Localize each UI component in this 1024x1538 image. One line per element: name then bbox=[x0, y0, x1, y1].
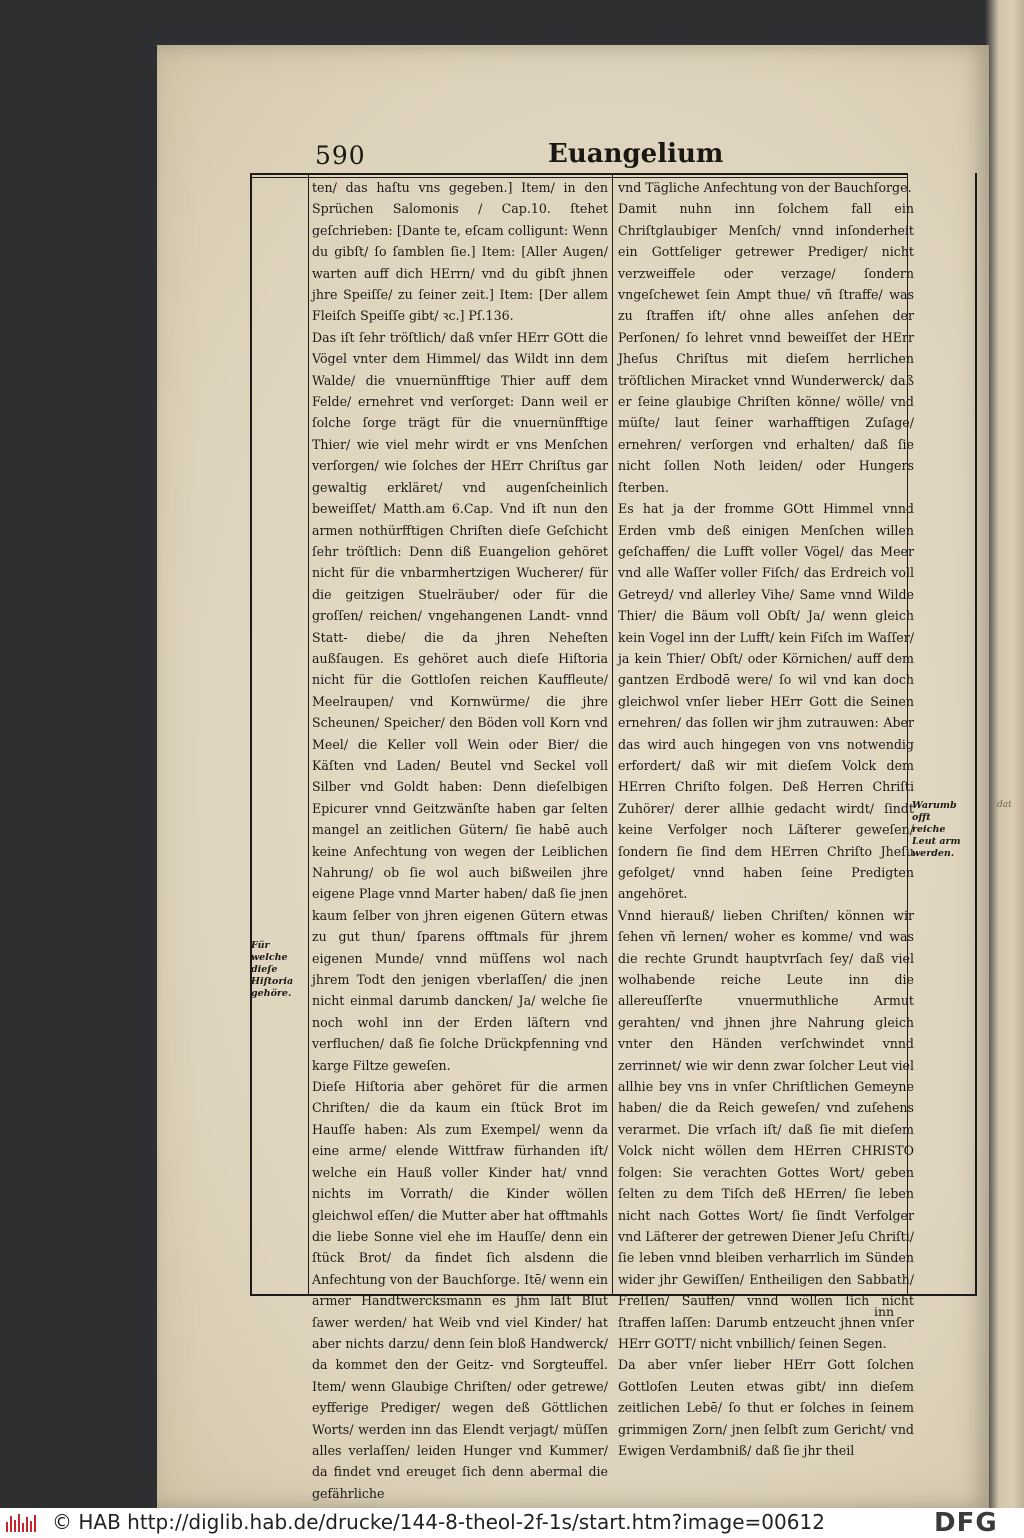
outer-left-rule bbox=[250, 173, 252, 1295]
margin-note-left: Für welche dieſe Hiſtoria gehöre. bbox=[251, 940, 294, 999]
column-divider-rule bbox=[612, 173, 613, 1295]
paragraph: Es hat ja der fromme GOtt Himmel vnnd Erden vmb deß einigen Menſchen willen geſchaffen/ die Lufft voller Vögel/ das Meer vnd alle Waſſer voller Fiſch/ das Erdreich voll Getreyd/ vnd allerley Vihe/ Same vnnd Wilde Thier/ die Bäum voll Obſt/ Ja/ wenn gleich kein Vogel inn der Lufft/ kein Fiſch im Waſſer/ ja kein Thier/ Obſt/ oder Körnichen/ auff dem gantzen Erdbodē were/ ſo wil vnd kan doch gleichwol vnſer lieber HErr Gott die Seinen ernehren/ das ſollen wir jhm zutrauwen: Aber das wird auch hingegen von vns notwendig erfordert/ daß wir mit dieſem Volck dem HErren Chriſto folgen. Deß Herren Chriſti Zuhörer/ derer allhie gedacht wirdt/ ſindt keine Verfolger noch Läſterer geweſen/ ſondern ſie ſind dem HErren Chriſto Jheſu gefolget/ vnnd haben ſeine Predigten angehöret. bbox=[618, 501, 914, 902]
paragraph: Dieſe Hiſtoria aber gehöret für die armen Chriſten/ die da kaum ein ſtück Brot im Hauſſe haben: Als zum Exempel/ wenn da eine arme/ elende Wittfraw fürhanden iſt/ welche ein Hauß voller Kinder hat/ vnnd nichts im Vorrath/ die Kinder wöllen gleichwol eſſen/ die Mutter aber hat offtmahls die liebe Sonne viel ehe im Hauſſe/ denn ein ſtück Brot/ da findet ſich alsdenn die Anfechtung von der Bauchſorge. Itē/ wenn ein armer Handtwercksmann es jhm läſt Blut ſawer werden/ hat Weib vnd viel Kinder/ hat aber nichts darzu/ denn ſein bloß Handwerck/ da kommet den der Geitz- vnd Sorgteuffel. Item/ wenn Glaubige Chriſten/ oder getrewe/ eyfferige Prediger/ wegen deß Göttlichen Worts/ werden inn das Elendt verjagt/ müſſen alles verlaſſen/ leiden Hunger vnd Kummer/ da findet vnd ereuget ſich denn abermal die gefährliche bbox=[312, 1079, 608, 1501]
dfg-logo: DFG bbox=[934, 1508, 998, 1538]
paragraph: Damit nuhn inn ſolchem fall ein Chriſtglaubiger Menſch/ vnnd inſonderheit ein Gottſeliger getrewer Prediger/ nicht verzweiffele oder verzage/ ſondern vngeſchewet ſein Ampt thue/ vñ ſtraffe/ was zu ſtraffen iſt/ ohne alles anſehen der Perſonen/ ſo lehret vnnd beweiſſet der HErr Jheſus Chriſtus mit dieſem herrlichen tröſtlichen Miracket vnnd Wunderwerck/ daß er ſeine glaubige Chriſten könne/ wölle/ vnd müſte/ laut ſeiner warhafftigen Zuſage/ ernehren/ verſorgen vnd erhalten/ daß ſie nicht ſollen Noth leiden/ oder Hungers ſterben. bbox=[618, 201, 914, 495]
margin-note-right: Warumb offt reiche Leut arm werden. bbox=[912, 800, 961, 859]
text-column-right bbox=[618, 177, 914, 1458]
next-page-margin-note: dat bbox=[997, 800, 1012, 810]
copyright-link[interactable]: © HAB http://diglib.hab.de/drucke/144-8-theol-2f-1s/start.htm?image=00612 bbox=[52, 1510, 825, 1534]
text-column-left bbox=[312, 177, 608, 1501]
viewer-footer bbox=[0, 1508, 1024, 1538]
paragraph: ten/ das haſtu vns gegeben.] Item/ in den Sprüchen Salomonis / Cap.10. ſtehet geſchrieben: [Dante te, eſcam colligunt: Wenn du gibſt/ ſo ſamblen ſie.] Item: [Aller Augen/ warten auff dich HErrn/ vnd du gibſt jhnen jhre Speiſſe/ zu ſeiner zeit.] Item: [Der allem Fleiſch Speiſſe gibt/ ꝛc.] Pſ.136. bbox=[312, 180, 608, 324]
paragraph: Vnnd hierauß/ lieben Chriſten/ können wir ſehen vñ lernen/ woher es komme/ vnd was die rechte Grundt hauptvrſach ſey/ daß viel wolhabende reiche Leute inn die allereuſſerſte vnuermuthliche Armut gerahten/ vnd jhnen jhre Nahrung gleich vnter den Händen verſchwindet vnnd zerrinnet/ wie wir denn zwar ſolcher Leut viel allhie bey vns in vnſer Chriſtlichen Gemeyne haben/ die da Reich geweſen/ vnd zuſehens verarmet. Die vrſach iſt/ daß ſie mit dieſem Volck nicht wöllen dem HErren CHRISTO folgen: Sie verachten Gottes Wort/ geben ſelten zu dem Tiſch deß HErren/ ſie leben nicht nach Gottes Wort/ ſie ſindt Verfolger vnd Läſterer der getrewen Diener Jeſu Chriſti/ ſie leben vnnd bleiben verharrlich im Sünden wider jhr Gewiſſen/ Entheiligen den Sabbath/ Freſſen/ Sauffen/ vnnd wöllen ſich nicht ſtraffen laſſen: Darumb entzeucht jhnen vnſer HErr GOTT/ nicht vnbillich/ ſeinen Segen. bbox=[618, 907, 914, 1351]
paragraph: Das iſt ſehr tröſtlich/ daß vnſer HErr GOtt die Vögel vnter dem Himmel/ das Wildt inn dem Walde/ die vnuernünfftige Thier auff dem Felde/ ernehret vnd verſorget: Dann weil er ſolche ſorge trägt für die vnuernünfftige Thier/ wie viel mehr wirdt er vns Menſchen verſorgen/ wie ſolches der HErr Chriſtus gar gewaltig erkläret/ vnd augenſcheinlich beweiſſet/ Matth.am 6.Cap. Vnd iſt nun den armen nothürfftigen Chriſten dieſe Geſchicht ſehr tröſtlich: Denn diß Euangelion gehöret nicht für die vnbarmhertzigen Wucherer/ für die geitzigen Stuelräuber/ oder für die groſſen/ reichen/ vngehangenen Landt- vnnd Statt- diebe/ die da jhren Neheſten außſaugen. Es gehöret auch dieſe Hiſtoria nicht für die Gottloſen reichen Kauffleute/ Meelraupen/ vnd Kornwürme/ die jhre Scheunen/ Speicher/ den Böden voll Korn vnd Meel/ die Keller voll Wein oder Bier/ die Käſten vnd Laden/ Beutel vnd Seckel voll Silber vnd Goldt haben: Denn dieſelbigen Epicurer vnnd Geitzwänſte haben gar ſelten mangel an zeitlichen Gütern/ ſie habē auch keine Anfechtung von wegen der Leiblichen Nahrung/ ob ſie wol auch bißweilen jhre eigene Plage vnnd Marter haben/ daß ſie jnen kaum ſelber von jhren eigenen Gütern etwas zu gut thun/ ſparens offtmals für jhrem eigenen Munde/ vnnd müſſens wol nach jhrem Todt den jenigen vberlaſſen/ die jnen nicht einmal darumb dancken/ Ja/ welche ſie noch wohl inn der Erden läſtern vnd verfluchen/ daß ſie ſolche Drückpfenning vnd karge Filtze geweſen. bbox=[312, 329, 608, 1073]
paragraph: vnd Tägliche Anfechtung von der Bauchſorge. bbox=[618, 180, 912, 195]
hab-logo-icon bbox=[6, 1514, 40, 1532]
outer-right-rule bbox=[975, 173, 977, 1295]
catchword: inn bbox=[874, 1304, 895, 1319]
page-number: 590 bbox=[315, 141, 366, 170]
header-rule bbox=[250, 173, 907, 175]
next-page-edge bbox=[985, 0, 1024, 1508]
inner-left-rule bbox=[308, 173, 309, 1295]
paragraph: Da aber vnſer lieber HErr Gott ſolchen Gottloſen Leuten etwas gibt/ inn dieſem zeitlichen Lebē/ ſo thut er ſolches in ſeinem grimmigen Zorn/ jnen ſelbſt zum Gericht/ vnd Ewigen Verdambniß/ daß ſie jhr theil bbox=[618, 1357, 914, 1458]
running-title: Euangelium bbox=[548, 139, 724, 169]
